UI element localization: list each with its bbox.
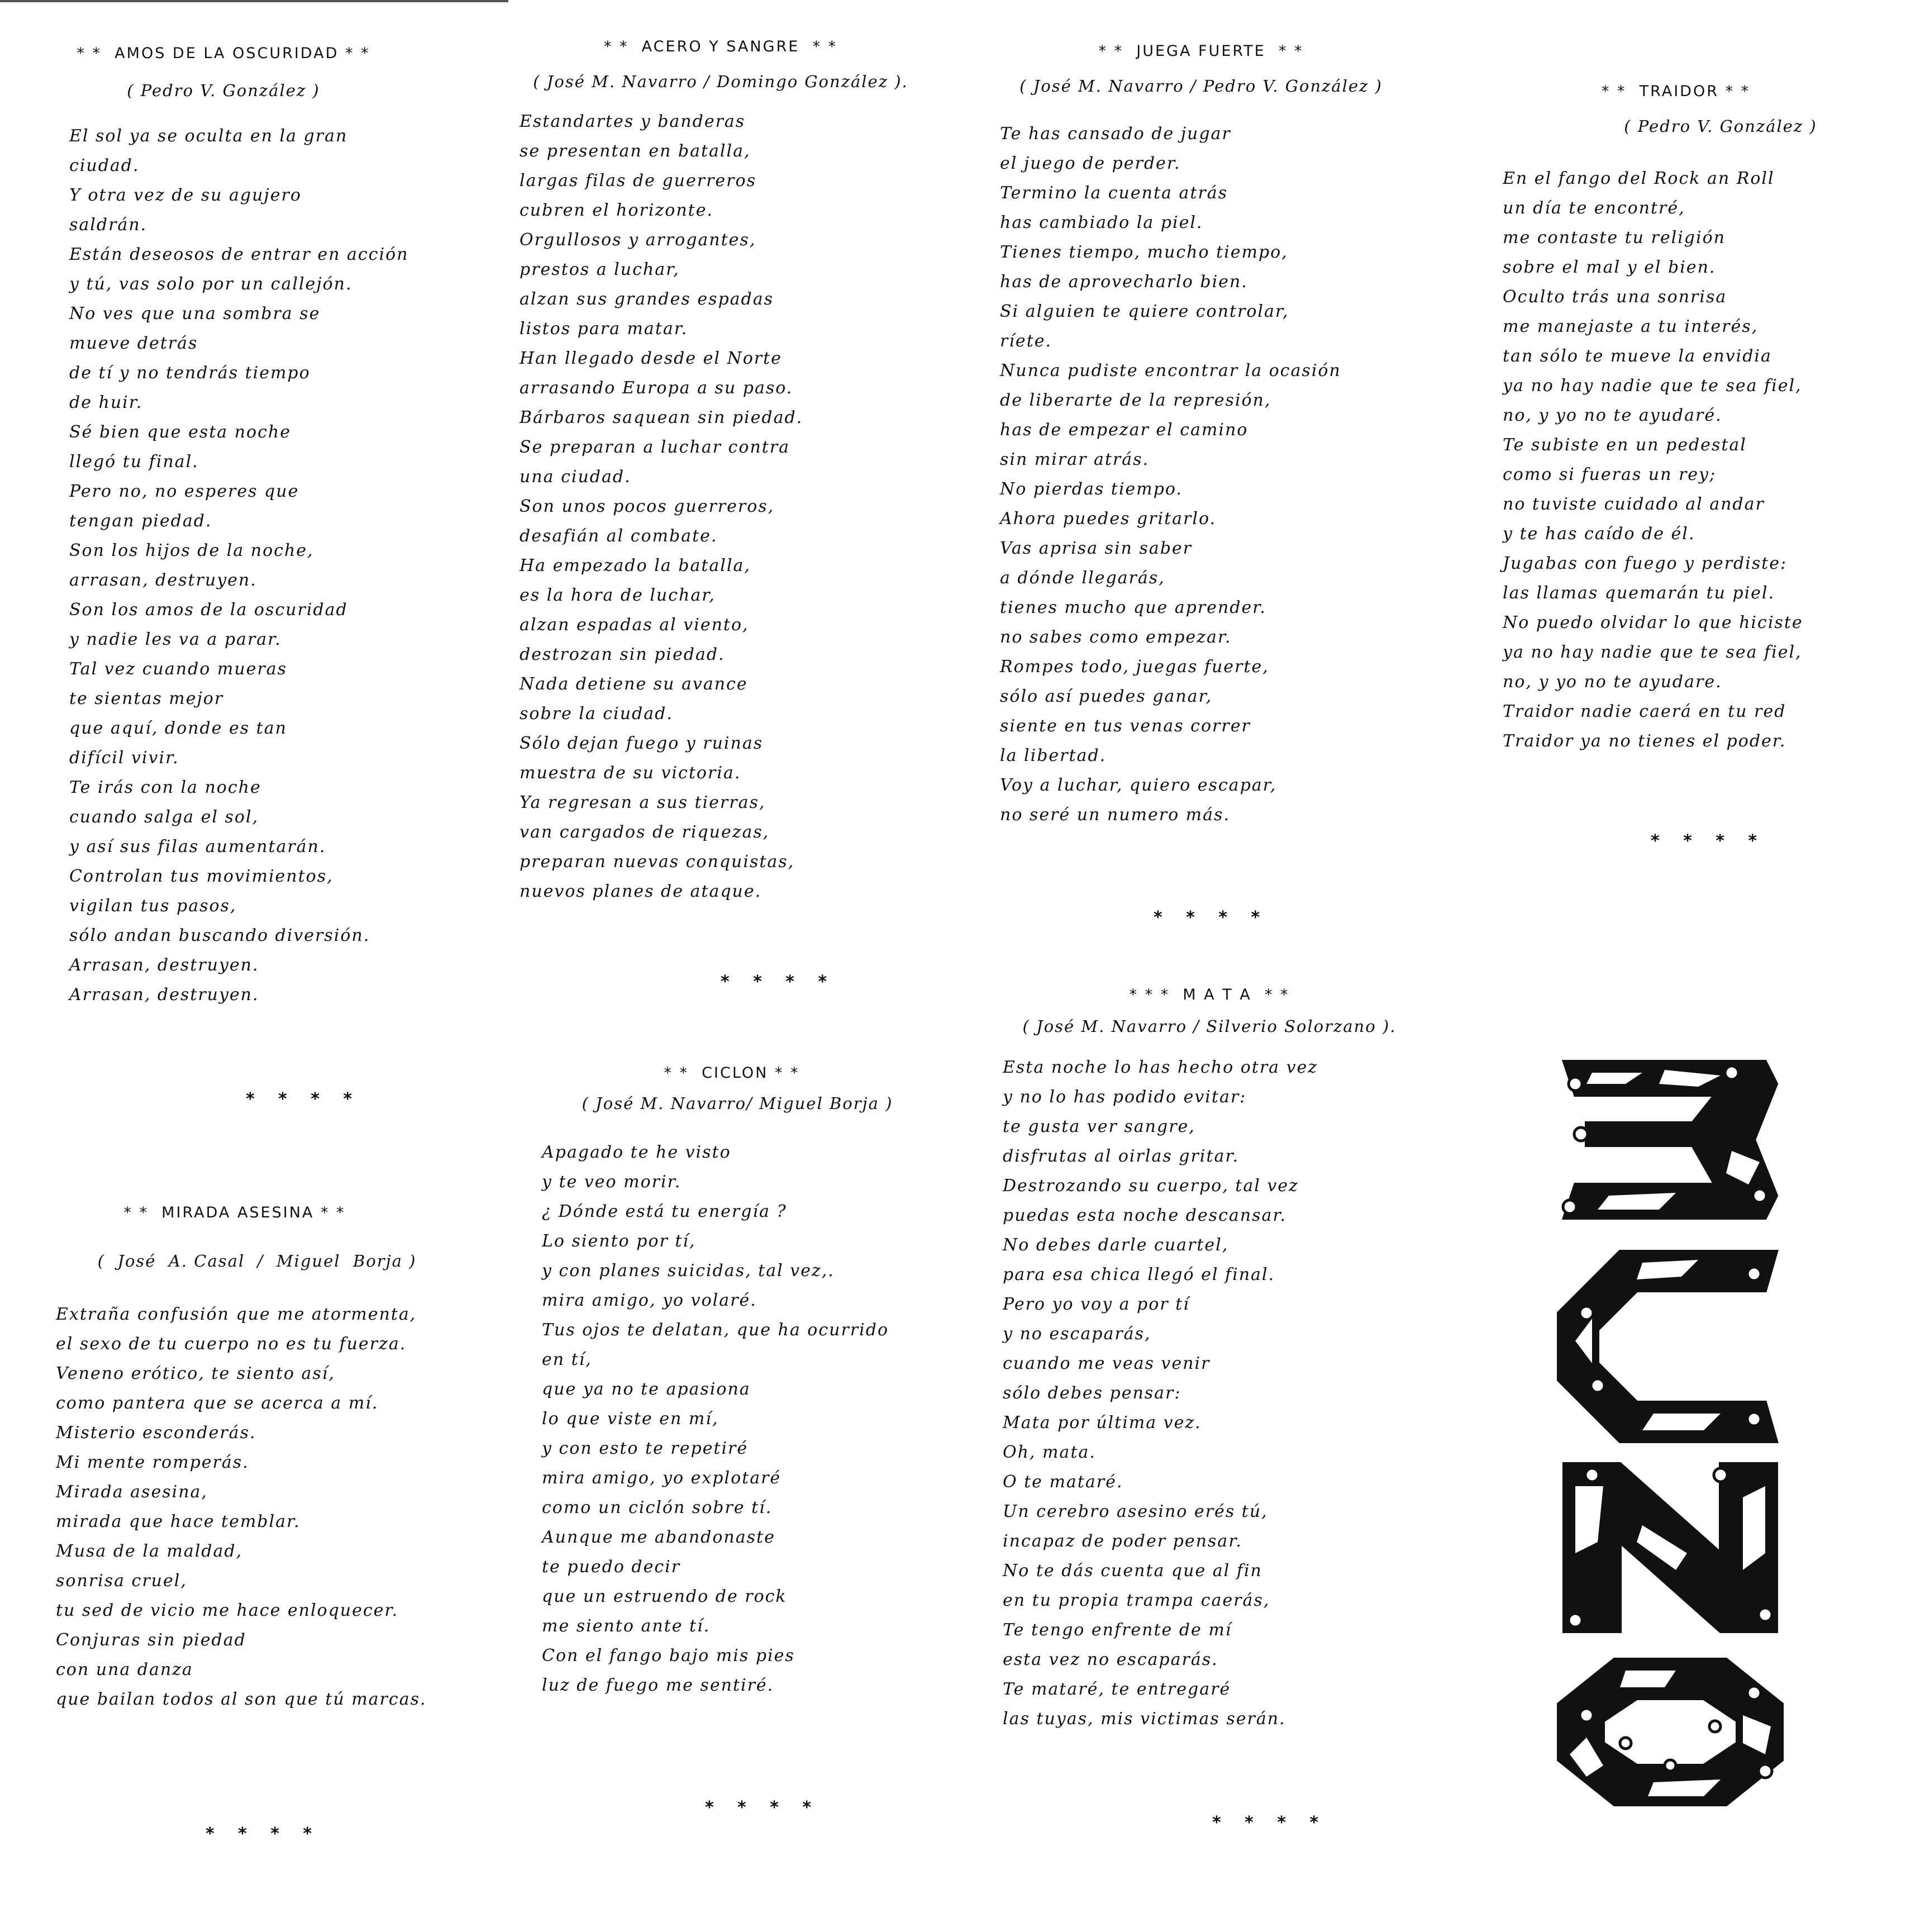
lyric-line: y con planes suicidas, tal vez,. [542, 1261, 835, 1281]
lyric-line: Voy a luchar, quiero escapar, [1000, 775, 1277, 795]
song-acero-y-sangre [508, 38, 933, 906]
song-authors: ( José M. Navarro/ Miguel Borja ) [582, 1094, 893, 1113]
lyric-line: para esa chica llegó el final. [1003, 1265, 1275, 1284]
lyric-line: ¿ Dónde está tu energía ? [542, 1202, 787, 1221]
lyric-line: nuevos planes de ataque. [520, 882, 762, 901]
lyric-line: Esta noche lo has hecho otra vez [1003, 1058, 1318, 1077]
lyric-line: Están deseosos de entrar en acción [69, 245, 409, 264]
lyric-line: sonrisa cruel, [56, 1571, 187, 1591]
lyric-line: tengan piedad. [69, 511, 212, 531]
lyric-line: de huir. [69, 393, 143, 412]
lyric-line: de tí y no tendrás tiempo [69, 363, 311, 383]
lyric-line: y no escaparás, [1003, 1324, 1151, 1344]
song-lyrics [508, 107, 933, 906]
lyric-line: saldrán. [69, 215, 147, 235]
lyric-line: mueve detrás [69, 334, 198, 353]
lyric-line: van cargados de riquezas, [520, 822, 770, 842]
lyric-line: sólo andan buscando diversión. [69, 926, 370, 945]
lyric-line: Un cerebro asesino erés tú, [1003, 1502, 1268, 1521]
lyric-line: y tú, vas solo por un callejón. [69, 274, 352, 294]
song-amos-de-la-oscuridad [61, 45, 408, 1010]
lyric-line: desafián al combate. [520, 526, 718, 546]
lyric-line: Apagado te he visto [542, 1143, 731, 1162]
lyric-line: No puedo olvidar lo que hiciste [1503, 613, 1803, 632]
lyric-line: largas filas de guerreros [520, 171, 756, 191]
lyric-line: Ahora puedes gritarlo. [1000, 509, 1217, 529]
lyric-line: de liberarte de la represión, [1000, 391, 1271, 410]
lyric-line: No te dás cuenta que al fin [1003, 1561, 1262, 1581]
song-title: * * * M A T A * * [1129, 986, 1290, 1003]
lyric-line: una ciudad. [520, 467, 631, 487]
lyric-line: es la hora de luchar, [520, 586, 716, 605]
lyric-line: Y otra vez de su agujero [69, 185, 302, 205]
lyric-line: Termino la cuenta atrás [1000, 183, 1228, 203]
lyric-line: sin mirar atrás. [1000, 450, 1150, 469]
lyric-line: lo que viste en mí, [542, 1409, 719, 1429]
lyric-line: No ves que una sombra se [69, 304, 321, 323]
lyric-line: Ha empezado la batalla, [520, 556, 751, 575]
lyric-line: Te mataré, te entregaré [1003, 1679, 1231, 1699]
lyric-line: Han llegado desde el Norte [520, 349, 782, 368]
lyric-line: el juego de perder. [1000, 154, 1181, 173]
lyric-line: has de empezar el camino [1000, 420, 1249, 440]
lyric-line: Te subiste en un pedestal [1503, 435, 1747, 455]
song-title: * * JUEGA FUERTE * * [1098, 42, 1304, 60]
song-lyrics [1497, 164, 1899, 756]
lyric-line: Bárbaros saquean sin piedad. [520, 408, 803, 427]
lyric-line: mira amigo, yo volaré. [542, 1291, 757, 1310]
lyric-line: a dónde llegarás, [1000, 568, 1165, 588]
lyric-line: Son unos pocos guerreros, [520, 497, 775, 516]
song-lyrics [61, 121, 408, 1010]
lyric-line: alzan sus grandes espadas [520, 289, 774, 309]
lyric-line: ríete. [1000, 331, 1052, 351]
lyric-line: la libertad. [1000, 746, 1107, 765]
lyric-line: Tienes tiempo, mucho tiempo, [1000, 242, 1288, 262]
band-logo [1553, 1050, 1788, 1810]
lyric-line: sobre el mal y el bien. [1503, 258, 1716, 277]
top-edge-line [0, 0, 508, 2]
lyric-line: Nada detiene su avance [520, 674, 748, 694]
song-title: * * CICLON * * [664, 1064, 800, 1082]
song-authors: ( José M. Navarro / Domingo González ). [533, 72, 908, 91]
lyric-line: Con el fango bajo mis pies [542, 1646, 795, 1665]
separator-stars: * * * * [1154, 908, 1269, 927]
lyric-line: no, y yo no te ayudare. [1503, 672, 1722, 692]
lyric-line: Traidor nadie caerá en tu red [1503, 702, 1786, 721]
lyric-line: Sé bien que esta noche [69, 422, 291, 442]
lyric-line: sobre la ciudad. [520, 704, 673, 724]
lyric-line: en tí, [542, 1350, 592, 1369]
lyric-line: con una danza [56, 1660, 193, 1679]
song-title: * * AMOS DE LA OSCURIDAD * * [77, 45, 370, 62]
song-lyrics [56, 1300, 458, 1714]
lyric-line: te sientas mejor [69, 689, 224, 708]
lyric-line: y no lo has podido evitar: [1003, 1087, 1247, 1107]
lyric-line: me contaste tu religión [1503, 228, 1726, 248]
song-ciclon [542, 1064, 916, 1700]
song-traidor [1497, 83, 1899, 756]
lyric-line: muestra de su victoria. [520, 763, 741, 783]
lyric-line: te gusta ver sangre, [1003, 1117, 1195, 1136]
lyric-line: Se preparan a luchar contra [520, 437, 790, 457]
lyric-line: cuando me veas venir [1003, 1354, 1211, 1373]
lyric-line: sólo así puedes ganar, [1000, 687, 1213, 706]
song-juega-fuerte [1000, 42, 1402, 830]
lyric-line: como si fueras un rey; [1503, 465, 1717, 484]
separator-stars: * * * * [1651, 831, 1766, 851]
lyric-line: Lo siento por tí, [542, 1231, 696, 1251]
song-title: * * MIRADA ASESINA * * [123, 1204, 346, 1221]
lyric-line: mira amigo, yo explotaré [542, 1468, 782, 1488]
lyric-line: y nadie les va a parar. [69, 630, 282, 649]
song-authors: ( José M. Navarro / Pedro V. González ) [1019, 77, 1383, 96]
lyric-line: te puedo decir [542, 1557, 681, 1577]
lyric-line: que bailan todos al son que tú marcas. [56, 1690, 427, 1709]
lyric-line: ya no hay nadie que te sea fiel, [1503, 643, 1802, 662]
song-title: * * ACERO Y SANGRE * * [603, 38, 838, 55]
lyric-line: sólo debes pensar: [1003, 1383, 1181, 1403]
lyric-line: como un ciclón sobre tí. [542, 1498, 773, 1517]
lyric-line: Mirada asesina, [56, 1482, 208, 1502]
lyric-line: Extraña confusión que me atormenta, [56, 1305, 417, 1324]
lyric-line: esta vez no escaparás. [1003, 1650, 1218, 1669]
lyric-line: has de aprovecharlo bien. [1000, 272, 1248, 292]
lyric-line: Arrasan, destruyen. [69, 985, 259, 1005]
lyric-line: Destrozando su cuerpo, tal vez [1003, 1176, 1299, 1196]
lyric-line: incapaz de poder pensar. [1003, 1531, 1242, 1551]
lyric-line: Son los amos de la oscuridad [69, 600, 348, 620]
lyric-line: Te has cansado de jugar [1000, 124, 1231, 144]
lyric-line: tu sed de vicio me hace enloquecer. [56, 1601, 399, 1620]
song-mirada-asesina [56, 1204, 458, 1714]
song-lyrics [542, 1138, 916, 1700]
lyric-line: que aquí, donde es tan [69, 718, 287, 738]
separator-stars: * * * * [721, 972, 836, 992]
lyric-line: No debes darle cuartel, [1003, 1235, 1229, 1255]
lyric-line: no sabes como empezar. [1000, 627, 1232, 647]
lyric-line: Nunca pudiste encontrar la ocasión [1000, 361, 1341, 380]
lyric-line: me siento ante tí. [542, 1616, 711, 1636]
lyric-line: arrasando Europa a su paso. [520, 378, 793, 398]
song-title: * * TRAIDOR * * [1601, 83, 1751, 100]
lyric-line: destrozan sin piedad. [520, 645, 725, 664]
lyric-line: alzan espadas al viento, [520, 615, 749, 635]
lyric-line: Aunque me abandonaste [542, 1527, 775, 1547]
lyric-line: en tu propia trampa caerás, [1003, 1591, 1270, 1610]
lyric-line: Estandartes y banderas [520, 112, 746, 131]
lyric-line: listos para matar. [520, 319, 688, 339]
lyric-line: no seré un numero más. [1000, 805, 1230, 825]
lyric-line: Si alguien te quiere controlar, [1000, 302, 1289, 321]
lyric-line: y con esto te repetiré [542, 1439, 749, 1458]
lyric-line: Pero yo voy a por tí [1003, 1295, 1190, 1314]
lyric-line: y te veo morir. [542, 1172, 682, 1192]
lyric-line: Oh, mata. [1003, 1443, 1096, 1462]
lyric-line: Pero no, no esperes que [69, 482, 299, 501]
separator-stars: * * * * [246, 1089, 361, 1109]
lyric-line: un día te encontré, [1503, 198, 1685, 218]
lyric-line: Tus ojos te delatan, que ha ocurrido [542, 1320, 889, 1340]
lyric-line: me manejaste a tu interés, [1503, 317, 1759, 336]
lyric-line: mirada que hace temblar. [56, 1512, 301, 1531]
song-authors: ( Pedro V. González ) [127, 81, 320, 100]
lyric-line: cubren el horizonte. [520, 201, 714, 220]
lyric-line: ya no hay nadie que te sea fiel, [1503, 376, 1802, 396]
lyric-line: Te irás con la noche [69, 778, 261, 797]
lyric-line: llegó tu final. [69, 452, 199, 472]
lyric-line: Vas aprisa sin saber [1000, 539, 1192, 558]
song-authors: ( José M. Navarro / Silverio Solorzano ). [1022, 1017, 1397, 1036]
separator-stars: * * * * [705, 1798, 821, 1817]
lyric-line: Tal vez cuando mueras [69, 659, 288, 679]
lyric-line: Arrasan, destruyen. [69, 955, 259, 975]
lyric-line: Mi mente romperás. [56, 1453, 249, 1472]
lyric-line: se presentan en batalla, [520, 141, 751, 161]
lyric-line: Te tengo enfrente de mí [1003, 1620, 1232, 1640]
lyric-line: ciudad. [69, 156, 140, 175]
song-authors: ( José A. Casal / Miguel Borja ) [97, 1251, 417, 1270]
lyric-line: las tuyas, mis victimas serán. [1003, 1709, 1286, 1729]
lyric-line: Controlan tus movimientos, [69, 867, 333, 886]
lyric-line: como pantera que se acerca a mí. [56, 1393, 379, 1413]
lyric-line: que un estruendo de rock [542, 1587, 787, 1606]
song-lyrics [1003, 1053, 1416, 1734]
lyric-line: el sexo de tu cuerpo no es tu fuerza. [56, 1334, 407, 1354]
lyric-line: Veneno erótico, te siento así, [56, 1364, 335, 1383]
lyric-line: Son los hijos de la noche, [69, 541, 314, 560]
lyric-line: cuando salga el sol, [69, 807, 259, 827]
lyric-line: arrasan, destruyen. [69, 570, 257, 590]
lyric-line: no tuviste cuidado al andar [1503, 494, 1765, 514]
lyric-line: y así sus filas aumentarán. [69, 837, 326, 856]
lyric-line: Orgullosos y arrogantes, [520, 230, 756, 250]
lyric-line: O te mataré. [1003, 1472, 1123, 1492]
lyric-line: Musa de la maldad, [56, 1541, 243, 1561]
lyric-line: No pierdas tiempo. [1000, 479, 1183, 499]
lyric-line: Rompes todo, juegas fuerte, [1000, 657, 1269, 677]
lyric-line: El sol ya se oculta en la gran [69, 126, 348, 146]
lyric-line: difícil vivir. [69, 748, 179, 768]
lyric-line: En el fango del Rock an Roll [1503, 169, 1775, 188]
lyric-line: y te has caído de él. [1503, 524, 1695, 544]
lyric-line: Conjuras sin piedad [56, 1630, 246, 1650]
lyric-line: disfrutas al oirlas gritar. [1003, 1146, 1239, 1166]
lyric-line: tienes mucho que aprender. [1000, 598, 1266, 617]
lyric-line: no, y yo no te ayudaré. [1503, 406, 1722, 425]
song-mata [1003, 986, 1416, 1734]
separator-stars: * * * * [1212, 1813, 1328, 1833]
lyric-line: Ya regresan a sus tierras, [520, 793, 766, 812]
song-authors: ( Pedro V. González ) [1624, 117, 1817, 136]
lyric-line: Mata por última vez. [1003, 1413, 1202, 1433]
song-lyrics [1000, 119, 1402, 830]
lyric-line: has cambiado la piel. [1000, 213, 1203, 232]
lyric-line: luz de fuego me sentiré. [542, 1676, 774, 1695]
lyric-line: puedas esta noche descansar. [1003, 1206, 1286, 1225]
lyric-line: preparan nuevas conquistas, [520, 852, 795, 872]
lyric-line: prestos a luchar, [520, 260, 680, 279]
lyric-line: Oculto trás una sonrisa [1503, 287, 1727, 307]
lyric-line: que ya no te apasiona [542, 1379, 751, 1399]
lyric-line: tan sólo te mueve la envidia [1503, 346, 1772, 366]
separator-stars: * * * * [206, 1824, 321, 1844]
lyric-line: las llamas quemarán tu piel. [1503, 583, 1775, 603]
lyric-line: vigilan tus pasos, [69, 896, 237, 916]
lyric-line: Jugabas con fuego y perdiste: [1503, 554, 1788, 573]
lyric-line: Traidor ya no tienes el poder. [1503, 731, 1786, 751]
lyric-line: siente en tus venas correr [1000, 716, 1251, 736]
lyric-line: Misterio esconderás. [56, 1423, 256, 1443]
lyric-line: Sólo dejan fuego y ruinas [520, 734, 764, 753]
